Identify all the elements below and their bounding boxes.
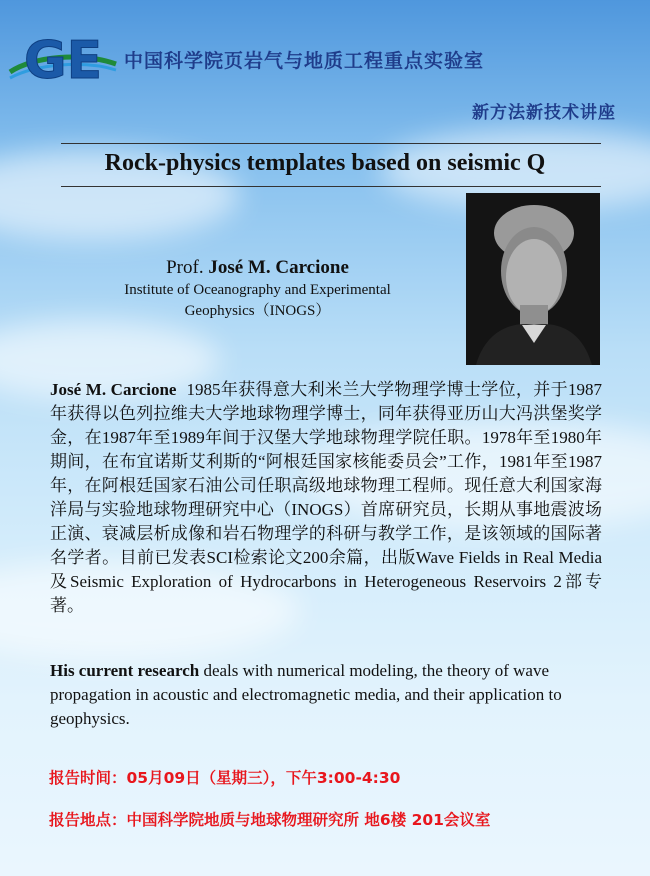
speaker-block (60, 256, 455, 322)
research-lead: His current research (50, 661, 200, 680)
affiliation-line-2: Geophysics（INOGS） (184, 303, 331, 319)
research-paragraph (50, 659, 602, 731)
bio-speaker-name: José M. Carcione (50, 380, 177, 399)
biography-paragraph (50, 378, 602, 618)
talk-time: 报告时间：05月09日（星期三），下午3:00-4:30 (49, 769, 401, 787)
divider-bottom (61, 186, 601, 187)
speaker-fullname: José M. Carcione (208, 257, 349, 278)
lab-name: 中国科学院页岩气与地质工程重点实验室 (124, 50, 485, 72)
research-text: deals with numerical modeling, the theory of wave propagation in acoustic and electromagnetic media, and their application to geophysics. (50, 661, 562, 728)
ge-logo-icon (6, 28, 118, 92)
talk-location: 报告地点：中国科学院地质与地球物理研究所 地6楼 201会议室 (49, 811, 491, 829)
speaker-prefix: Prof. (166, 257, 209, 278)
portrait-icon (466, 193, 600, 365)
bio-text: 1985年获得意大利米兰大学物理学博士学位，并于1987年获得以色列拉维夫大学地球物理学博士，同年获得亚历山大冯洪堡奖学金，在1987年至1989年间于汉堡大学地球物理学院任职。1978年至1980年期间，在布宜诺斯艾利斯的“阿根廷国家核能委员会”工作，1981年至1987年，在阿根廷国家石油公司任职高级地球物理工程师。现任意大利国家海洋局与实验地球物理研究中心（INOGS）首席研究员，长期从事地震波场正演、衰减层析成像和岩石物理学的科研与教学工作，是该领域的国际著名学者。目前已发表SCI检索论文200余篇，出版Wave Fields in Real Media及Seismic Exploration of Hydrocarbons in Heterogeneous Reservoirs 2部专著。 (50, 380, 603, 615)
divider-top (61, 143, 601, 144)
lecture-series-name: 新方法新技术讲座 (472, 103, 616, 123)
speaker-name (60, 256, 455, 280)
talk-title: Rock-physics templates based on seismic Q (104, 150, 546, 176)
speaker-photo (466, 193, 600, 365)
ge-logo (6, 28, 118, 92)
affiliation-line-1: Institute of Oceanography and Experimental (124, 282, 391, 298)
logo-text: GE (24, 31, 103, 91)
